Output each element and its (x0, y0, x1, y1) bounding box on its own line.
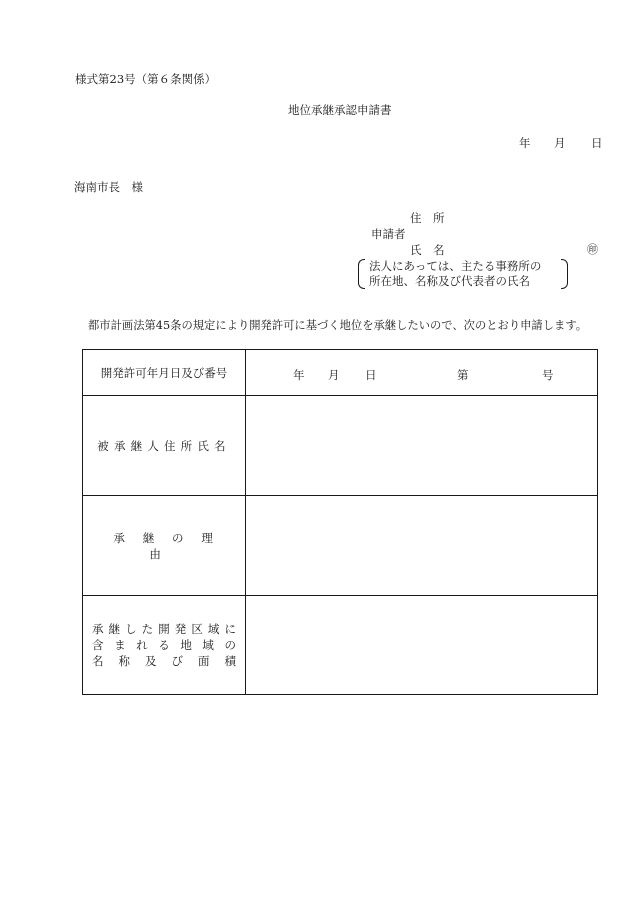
address-label: 住 所 (410, 211, 445, 225)
permit-date-number-label: 開発許可年月日及び番号 (83, 350, 246, 396)
table-row-predecessor (83, 396, 598, 496)
table-row-area (83, 596, 598, 695)
document-title: 地位承継承認申請書 (288, 103, 392, 117)
area-label-line-3: 名称及び面積 (92, 654, 236, 669)
date-year-label: 年 (519, 136, 531, 150)
seal-mark: ㊞ (587, 243, 598, 256)
corporation-note-line-1: 法人にあっては、主たる事務所の (369, 259, 542, 273)
predecessor-field[interactable] (246, 396, 598, 496)
application-statement: 都市計画法第45条の規定により開発許可に基づく地位を承継したいので、次のとおり申請します。 (88, 319, 588, 332)
permit-number-suffix: 号 (542, 368, 554, 382)
form-number: 様式第23号（第６条関係） (75, 72, 217, 86)
reason-field[interactable] (246, 496, 598, 596)
applicant-label: 申請者 (371, 227, 406, 241)
permit-year-label: 年 (293, 368, 305, 382)
predecessor-label: 被承継人住所氏名 (97, 438, 231, 453)
permit-month-label: 月 (328, 368, 340, 382)
date-month-label: 月 (554, 136, 566, 150)
corporation-note-line-2: 所在地、名称及び代表者の氏名 (369, 274, 530, 288)
area-label-line-2: 含まれる地域の (92, 637, 236, 652)
right-bracket (561, 259, 568, 289)
addressee: 海南市長 様 (74, 180, 143, 194)
date-day-label: 日 (591, 136, 603, 150)
corporation-note (358, 259, 568, 289)
area-label (83, 621, 245, 669)
name-label: 氏 名 (410, 243, 445, 257)
left-bracket (358, 259, 365, 289)
reason-label: 承継の理由 (113, 530, 231, 561)
application-table (82, 349, 598, 695)
area-label-line-1: 承継した開発区域に (92, 621, 236, 636)
table-row-permit-date-number (83, 350, 598, 396)
permit-date-number-field[interactable] (246, 350, 598, 396)
permit-day-label: 日 (365, 368, 377, 382)
table-row-reason (83, 496, 598, 596)
permit-number-prefix: 第 (457, 368, 469, 382)
area-field[interactable] (246, 596, 598, 695)
